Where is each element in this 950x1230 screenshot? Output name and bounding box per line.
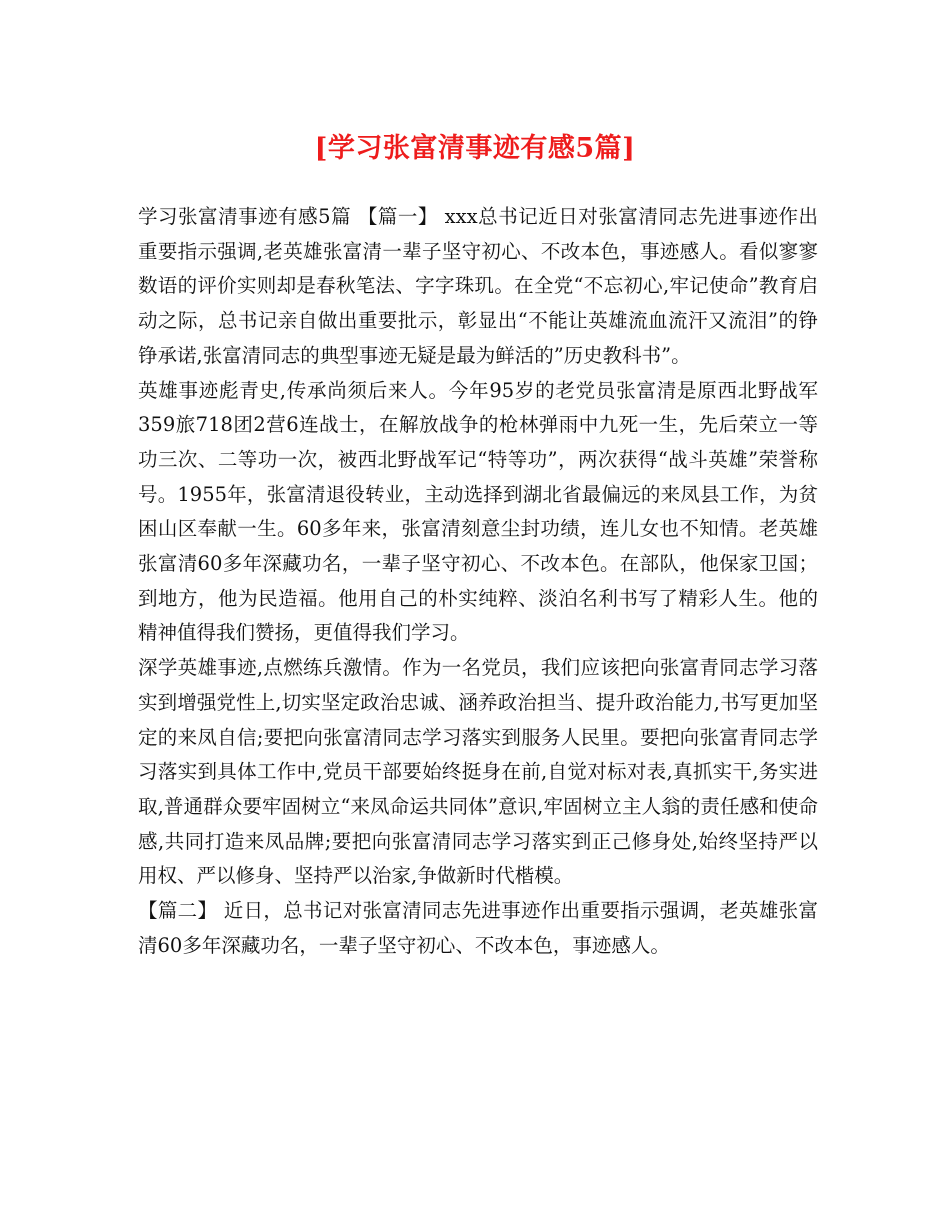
- paragraph-4: 【篇二】 近日，总书记对张富清同志先进事迹作出重要指示强调，老英雄张富清60多年深藏功名，一辈子坚守初心、不改本色，事迹感人。: [138, 899, 818, 957]
- document-body: [138, 200, 818, 963]
- paragraph-1: 学习张富清事迹有感5篇 【篇一】 xxx总书记近日对张富清同志先进事迹作出重要指示强调,老英雄张富清一辈子坚守初心、不改本色，事迹感人。看似寥寥数语的评价实则却是春秋笔法、字字珠玑。在全党“不忘初心,牢记使命”教育启动之际，总书记亲自做出重要批示，彰显出“不能让英雄流血流汗又流泪”的铮铮承诺,张富清同志的典型事迹无疑是最为鲜活的”历史教科书”。: [138, 205, 818, 367]
- document-title: [学习张富清事迹有感5篇]: [314, 133, 636, 164]
- paragraph-3: 深学英雄事迹,点燃练兵激情。作为一名党员，我们应该把向张富青同志学习落实到增强党性上,切实坚定政治忠诚、涵养政治担当、提升政治能力,书写更加坚定的来凤自信;要把向张富清同志学习落实到服务人民里。要把向张富青同志学习落实到具体工作中,党员干部要始终挺身在前,自觉对标对表,真抓实干,务实进取,普通群众要牢固树立“来凤命运共同体”意识,牢固树立主人翁的责任感和使命感,共同打造来凤品牌;要把向张富清同志学习落实到正己修身处,始终坚持严以用权、严以修身、坚持严以治家,争做新时代楷模。: [138, 656, 818, 888]
- paragraph-2: 英雄事迹彪青史,传承尚须后来人。今年95岁的老党员张富清是原西北野战军359旅718团2营6连战士，在解放战争的枪林弹雨中九死一生，先后荣立一等功三次、二等功一次，被西北野战军记“特等功”，两次获得“战斗英雄”荣誉称号。1955年，张富清退役转业，主动选择到湖北省最偏远的来凤县工作，为贫困山区奉献一生。60多年来，张富清刻意尘封功绩，连儿女也不知情。老英雄张富清60多年深藏功名，一辈子坚守初心、不改本色。在部队，他保家卫国；到地方，他为民造福。他用自己的朴实纯粹、淡泊名利书写了精彩人生。他的精神值得我们赞扬，更值得我们学习。: [138, 378, 818, 645]
